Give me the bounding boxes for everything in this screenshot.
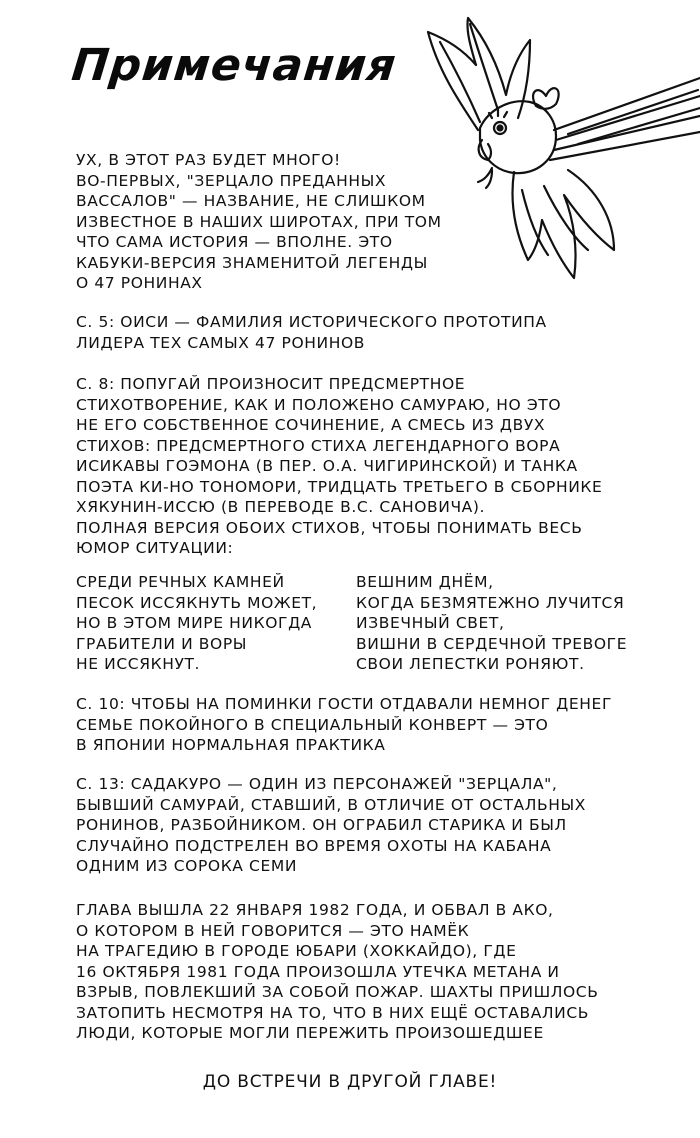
text-line: БЫВШИЙ САМУРАЙ, СТАВШИЙ, В ОТЛИЧИЕ ОТ ОСТАЛЬНЫХ — [76, 795, 586, 814]
text-line: ПОЛНАЯ ВЕРСИЯ ОБОИХ СТИХОВ, ЧТОБЫ ПОНИМАТЬ ВЕСЬ — [76, 518, 583, 537]
text-line: ПОЭТА КИ-НО ТОНОМОРИ, ТРИДЦАТЬ ТРЕТЬЕГО В СБОРНИКЕ — [76, 477, 603, 496]
intro-paragraph — [76, 150, 442, 294]
page-title: Примечания — [69, 40, 400, 91]
text-line: ЮМОР СИТУАЦИИ: — [76, 539, 234, 557]
note-page-5 — [76, 312, 547, 353]
poem-line: ГРАБИТЕЛИ И ВОРЫ — [76, 634, 248, 653]
poem-line: ВИШНИ В СЕРДЕЧНОЙ ТРЕВОГЕ — [356, 634, 628, 653]
poem-line: СВОИ ЛЕПЕСТКИ РОНЯЮТ. — [356, 655, 585, 673]
text-line: С. 8: ПОПУГАЙ ПРОИЗНОСИТ ПРЕДСМЕРТНОЕ — [76, 375, 466, 393]
closing-line: ДО ВСТРЕЧИ В ДРУГОЙ ГЛАВЕ! — [202, 1072, 498, 1092]
poem-line: НО В ЭТОМ МИРЕ НИКОГДА — [76, 614, 312, 632]
poem-line: ИЗВЕЧНЫЙ СВЕТ, — [356, 614, 505, 632]
text-line: ИСИКАВЫ ГОЭМОНА (В ПЕР. О.А. ЧИГИРИНСКОЙ) И ТАНКА — [76, 457, 578, 475]
text-line: О КОТОРОМ В НЕЙ ГОВОРИТСЯ — ЭТО НАМЁК — [76, 921, 470, 940]
text-line: В ЯПОНИИ НОРМАЛЬНАЯ ПРАКТИКА — [76, 736, 386, 754]
text-line: С. 13: САДАКУРО — ОДИН ИЗ ПЕРСОНАЖЕЙ "ЗЕРЦАЛА", — [76, 775, 558, 793]
text-line: О 47 РОНИНАХ — [76, 274, 203, 292]
poem-line: КОГДА БЕЗМЯТЕЖНО ЛУЧИТСЯ — [356, 593, 625, 612]
text-line: С. 5: ОИСИ — ФАМИЛИЯ ИСТОРИЧЕСКОГО ПРОТОТИПА — [76, 313, 547, 331]
note-page-10 — [76, 694, 612, 756]
text-line: ВЗРЫВ, ПОВЛЕКШИЙ ЗА СОБОЙ ПОЖАР. ШАХТЫ ПРИШЛОСЬ — [76, 983, 599, 1001]
text-line: ОДНИМ ИЗ СОРОКА СЕМИ — [76, 857, 298, 875]
text-line: РОНИНОВ, РАЗБОЙНИКОМ. ОН ОГРАБИЛ СТАРИКА И БЫЛ — [76, 816, 567, 834]
note-page-8 — [76, 374, 602, 559]
text-line: УХ, В ЭТОТ РАЗ БУДЕТ МНОГО! — [76, 151, 341, 169]
text-line: ИЗВЕСТНОЕ В НАШИХ ШИРОТАХ, ПРИ ТОМ — [76, 212, 442, 231]
poem-line: ВЕШНИМ ДНЁМ, — [356, 573, 494, 591]
parrot-illustration — [418, 10, 700, 300]
text-line: ЗАТОПИТЬ НЕСМОТРЯ НА ТО, ЧТО В НИХ ЕЩЁ ОСТАВАЛИСЬ — [76, 1003, 590, 1022]
text-line: СТИХОВ: ПРЕДСМЕРТНОГО СТИХА ЛЕГЕНДАРНОГО ВОРА — [76, 436, 561, 455]
chapter-note — [76, 900, 598, 1044]
text-line: СЛУЧАЙНО ПОДСТРЕЛЕН ВО ВРЕМЯ ОХОТЫ НА КАБАНА — [76, 836, 552, 855]
text-line: НЕ ЕГО СОБСТВЕННОЕ СОЧИНЕНИЕ, А СМЕСЬ ИЗ ДВУХ — [76, 416, 546, 434]
text-line: ЛИДЕРА ТЕХ САМЫХ 47 РОНИНОВ — [76, 333, 365, 352]
text-line: С. 10: ЧТОБЫ НА ПОМИНКИ ГОСТИ ОТДАВАЛИ НЕМНОГ ДЕНЕГ — [76, 695, 612, 713]
poem-tomonori — [356, 572, 627, 675]
text-line: ВАССАЛОВ" — НАЗВАНИЕ, НЕ СЛИШКОМ — [76, 192, 426, 210]
text-line: 16 ОКТЯБРЯ 1981 ГОДА ПРОИЗОШЛА УТЕЧКА МЕТАНА И — [76, 962, 560, 981]
text-line: ХЯКУНИН-ИССЮ (В ПЕРЕВОДЕ В.С. САНОВИЧА). — [76, 498, 486, 516]
note-page-13 — [76, 774, 586, 877]
text-line: ЛЮДИ, КОТОРЫЕ МОГЛИ ПЕРЕЖИТЬ ПРОИЗОШЕДШЕЕ — [76, 1024, 544, 1042]
poem-line: НЕ ИССЯКНУТ. — [76, 655, 201, 673]
text-line: НА ТРАГЕДИЮ В ГОРОДЕ ЮБАРИ (ХОККАЙДО), ГДЕ — [76, 942, 517, 960]
poem-line: ПЕСОК ИССЯКНУТЬ МОЖЕТ, — [76, 593, 318, 612]
poem-line: СРЕДИ РЕЧНЫХ КАМНЕЙ — [76, 573, 285, 591]
poem-goemon — [76, 572, 317, 675]
text-line: КАБУКИ-ВЕРСИЯ ЗНАМЕНИТОЙ ЛЕГЕНДЫ — [76, 253, 428, 272]
text-line: ГЛАВА ВЫШЛА 22 ЯНВАРЯ 1982 ГОДА, И ОБВАЛ В АКО, — [76, 901, 554, 919]
text-line: ЧТО САМА ИСТОРИЯ — ВПОЛНЕ. ЭТО — [76, 233, 393, 251]
text-line: СТИХОТВОРЕНИЕ, КАК И ПОЛОЖЕНО САМУРАЮ, НО ЭТО — [76, 395, 562, 414]
text-line: ВО-ПЕРВЫХ, "ЗЕРЦАЛО ПРЕДАННЫХ — [76, 171, 387, 190]
text-line: СЕМЬЕ ПОКОЙНОГО В СПЕЦИАЛЬНЫЙ КОНВЕРТ — ЭТО — [76, 715, 549, 734]
